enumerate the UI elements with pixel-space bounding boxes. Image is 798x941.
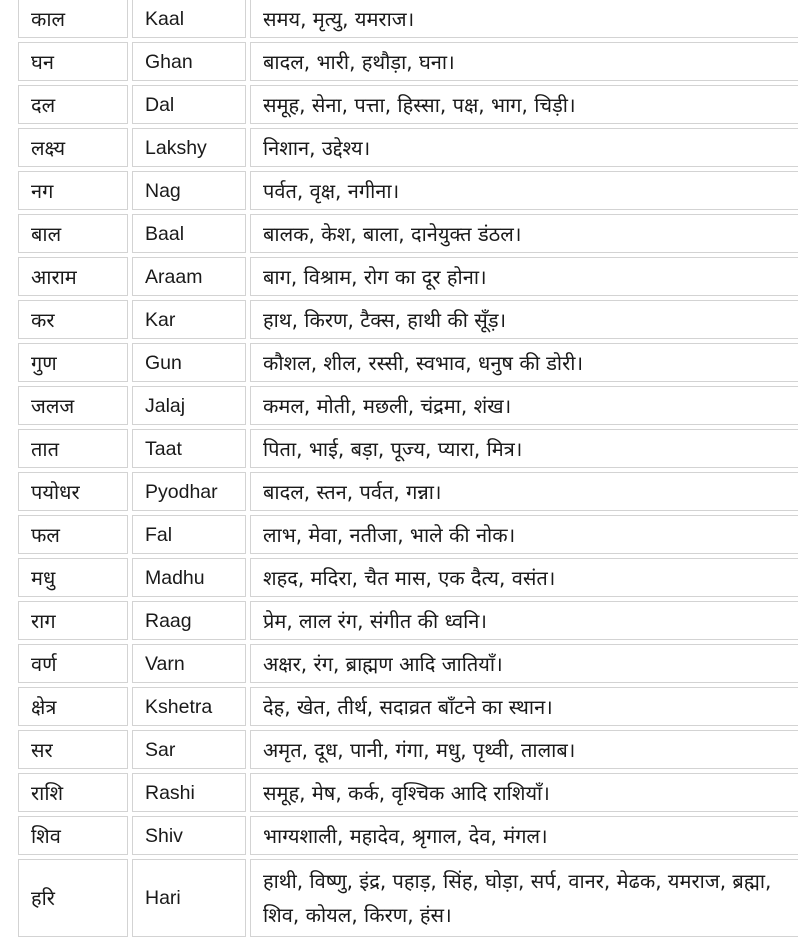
hindi-word-cell: हरि [18,859,128,937]
meaning-cell: प्रेम, लाल रंग, संगीत की ध्वनि। [250,601,798,640]
meaning-cell: कमल, मोती, मछली, चंद्रमा, शंख। [250,386,798,425]
meaning-cell: समय, मृत्यु, यमराज। [250,0,798,38]
roman-word-cell: Jalaj [132,386,246,425]
table-row [18,644,798,683]
meaning-cell: लाभ, मेवा, नतीजा, भाले की नोक। [250,515,798,554]
roman-word-cell: Lakshy [132,128,246,167]
hindi-word-cell: घन [18,42,128,81]
table-row [18,214,798,253]
table-row [18,687,798,726]
table-row [18,0,798,38]
meaning-cell: बादल, भारी, हथौड़ा, घना। [250,42,798,81]
hindi-word-cell: दल [18,85,128,124]
roman-word-cell: Ghan [132,42,246,81]
roman-word-cell: Sar [132,730,246,769]
roman-word-cell: Araam [132,257,246,296]
roman-word-cell: Gun [132,343,246,382]
meaning-cell: अमृत, दूध, पानी, गंगा, मधु, पृथ्वी, तालाब। [250,730,798,769]
hindi-word-cell: तात [18,429,128,468]
hindi-word-cell: क्षेत्र [18,687,128,726]
hindi-word-cell: काल [18,0,128,38]
word-meaning-table [14,0,798,941]
table-row [18,730,798,769]
hindi-word-cell: राशि [18,773,128,812]
word-meaning-table-container [14,0,798,941]
roman-word-cell: Dal [132,85,246,124]
roman-word-cell: Kshetra [132,687,246,726]
roman-word-cell: Kar [132,300,246,339]
hindi-word-cell: बाल [18,214,128,253]
table-row [18,128,798,167]
hindi-word-cell: गुण [18,343,128,382]
table-row [18,85,798,124]
hindi-word-cell: राग [18,601,128,640]
table-row [18,773,798,812]
roman-word-cell: Nag [132,171,246,210]
meaning-cell: बालक, केश, बाला, दानेयुक्त डंठल। [250,214,798,253]
roman-word-cell: Raag [132,601,246,640]
roman-word-cell: Fal [132,515,246,554]
table-row [18,300,798,339]
table-row [18,816,798,855]
hindi-word-cell: लक्ष्य [18,128,128,167]
table-row [18,343,798,382]
table-row [18,171,798,210]
meaning-cell: हाथी, विष्णु, इंद्र, पहाड़, सिंह, घोड़ा, सर्प, वानर, मेढक, यमराज, ब्रह्मा, शिव, कोयल, किरण, हंस। [250,859,798,937]
table-row [18,515,798,554]
table-row [18,42,798,81]
meaning-cell: कौशल, शील, रस्सी, स्वभाव, धनुष की डोरी। [250,343,798,382]
hindi-word-cell: फल [18,515,128,554]
meaning-cell: समूह, सेना, पत्ता, हिस्सा, पक्ष, भाग, चिड़ी। [250,85,798,124]
table-row [18,601,798,640]
table-row [18,429,798,468]
table-body [18,0,798,937]
roman-word-cell: Baal [132,214,246,253]
meaning-cell: पिता, भाई, बड़ा, पूज्य, प्यारा, मित्र। [250,429,798,468]
meaning-cell: भाग्यशाली, महादेव, श्रृगाल, देव, मंगल। [250,816,798,855]
hindi-word-cell: मधु [18,558,128,597]
hindi-word-cell: नग [18,171,128,210]
meaning-cell: अक्षर, रंग, ब्राह्मण आदि जातियाँ। [250,644,798,683]
meaning-cell: हाथ, किरण, टैक्स, हाथी की सूँड़। [250,300,798,339]
hindi-word-cell: वर्ण [18,644,128,683]
hindi-word-cell: जलज [18,386,128,425]
table-row [18,859,798,937]
hindi-word-cell: सर [18,730,128,769]
meaning-cell: निशान, उद्देश्य। [250,128,798,167]
meaning-cell: पर्वत, वृक्ष, नगीना। [250,171,798,210]
hindi-word-cell: आराम [18,257,128,296]
table-row [18,257,798,296]
meaning-cell: शहद, मदिरा, चैत मास, एक दैत्य, वसंत। [250,558,798,597]
roman-word-cell: Hari [132,859,246,937]
roman-word-cell: Shiv [132,816,246,855]
roman-word-cell: Pyodhar [132,472,246,511]
roman-word-cell: Varn [132,644,246,683]
meaning-cell: बादल, स्तन, पर्वत, गन्ना। [250,472,798,511]
table-row [18,558,798,597]
meaning-cell: समूह, मेष, कर्क, वृश्चिक आदि राशियाँ। [250,773,798,812]
roman-word-cell: Kaal [132,0,246,38]
meaning-cell: बाग, विश्राम, रोग का दूर होना। [250,257,798,296]
table-row [18,386,798,425]
hindi-word-cell: कर [18,300,128,339]
roman-word-cell: Rashi [132,773,246,812]
table-row [18,472,798,511]
hindi-word-cell: शिव [18,816,128,855]
meaning-cell: देह, खेत, तीर्थ, सदाव्रत बाँटने का स्थान। [250,687,798,726]
roman-word-cell: Taat [132,429,246,468]
roman-word-cell: Madhu [132,558,246,597]
hindi-word-cell: पयोधर [18,472,128,511]
